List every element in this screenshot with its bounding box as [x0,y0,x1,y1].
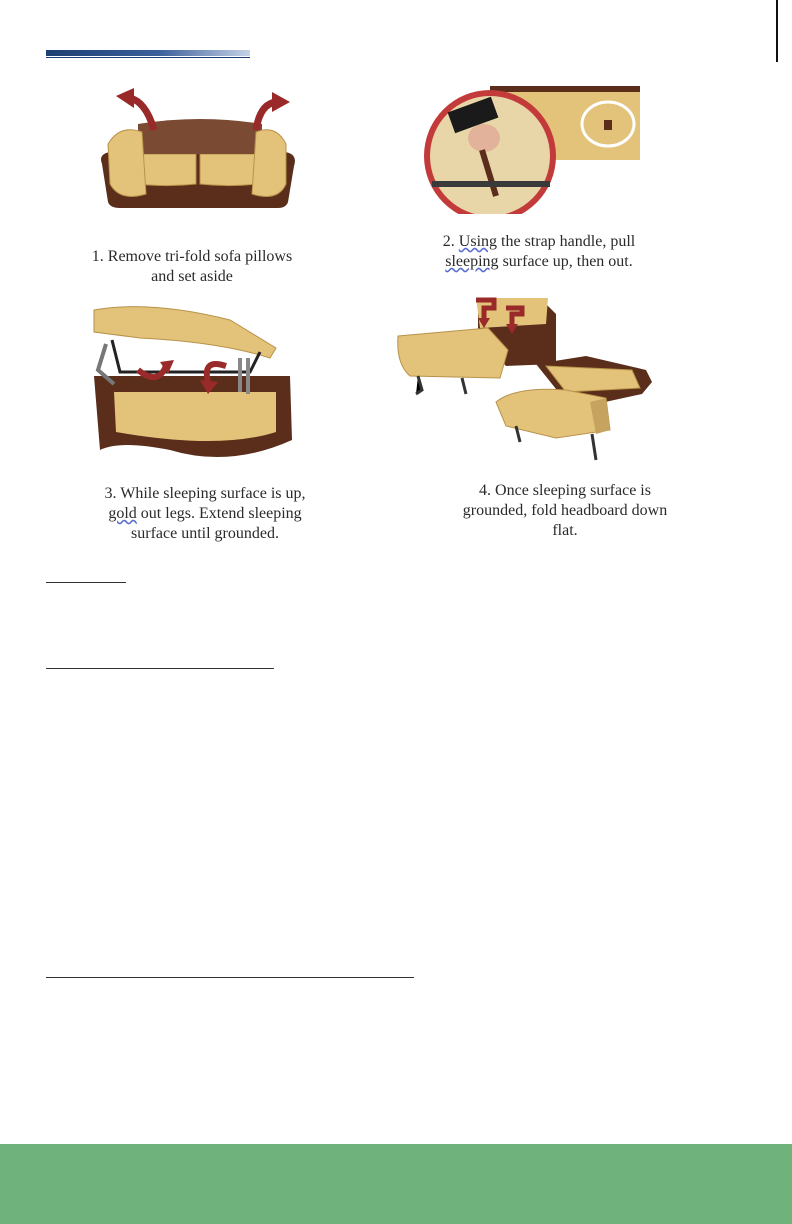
footer-band [0,1144,792,1224]
step-4-line-3: flat. [552,522,578,539]
step-4-caption [432,481,698,541]
section-heading-rule-1 [46,582,126,583]
step-3-underlined-word: gold [108,505,137,522]
section-heading-rule-2 [46,668,274,669]
step-4-line-1: 4. Once sleeping surface is [479,482,651,499]
step-3-caption [70,484,340,544]
header-rule-bar [46,50,250,56]
step-2-underlined-word: Using [458,233,498,250]
step-3-line-3: surface until grounded. [131,525,279,542]
step-4-image [396,294,662,466]
step-1-caption [52,247,332,287]
page-edge-line [776,0,778,62]
step-3-line-2-rest: out legs. Extend sleeping [136,505,302,522]
step-2-caption [408,232,670,272]
step-2-line-1 [408,232,670,252]
step-4-line-2: grounded, fold headboard down [462,502,668,519]
header-rule [46,48,250,58]
step-1-line-2: and set aside [151,268,233,285]
step-3-line-2 [70,504,340,524]
section-heading-rule-3 [46,977,414,978]
step-1-line-1: 1. Remove tri-fold sofa pillows [91,248,293,265]
step-3-image [80,300,302,472]
step-2-line-2 [408,252,670,272]
step-3-line-1: 3. While sleeping surface is up, [104,485,306,502]
header-rule-underline [46,57,250,58]
step-1-image [50,84,340,244]
step-2-underlined-word-2: sleeping [445,253,499,270]
step-2-prefix: 2. [442,233,459,250]
step-2-image [420,84,642,214]
step-2-line-2-rest: surface up, then out. [498,253,633,270]
curved-arrow-icon [116,88,154,130]
curved-arrow-icon [138,360,174,377]
step-2-line-1-rest: the strap handle, pull [497,233,636,250]
